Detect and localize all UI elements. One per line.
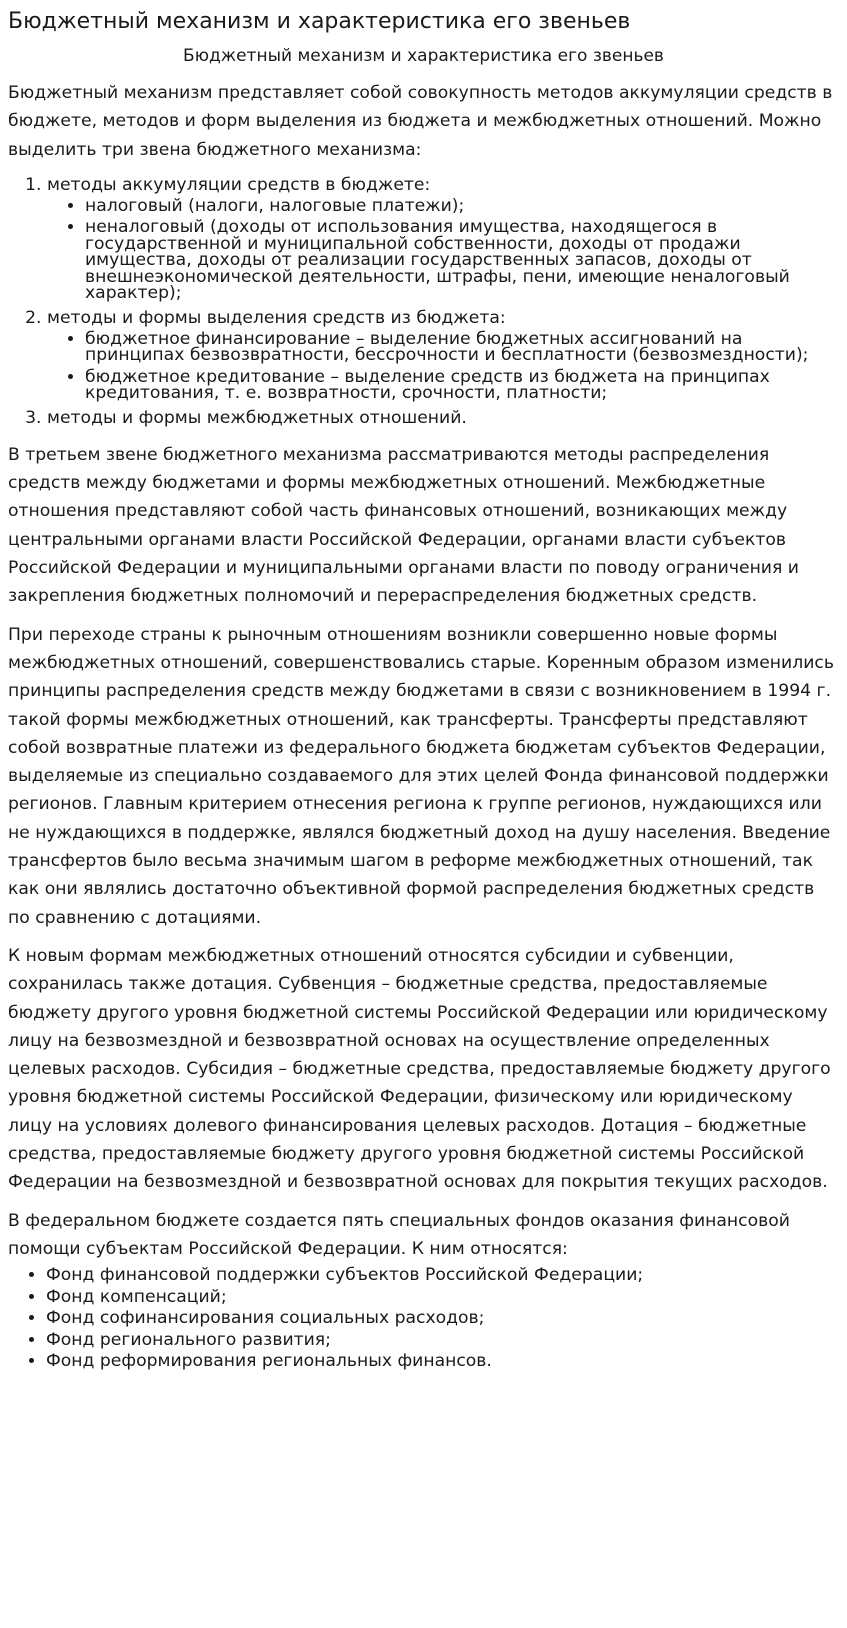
accumulation-methods-list [47, 195, 839, 304]
list-item: • Фонд компенсаций; [46, 1287, 839, 1309]
link-item-interbudget [47, 407, 839, 429]
document-page [0, 9, 847, 1373]
intro-paragraph: Бюджетный механизм представляет собой совокупность методов аккумуляции средств в бюджете, методов и форм выделения из бюджета и межбюджетных отношений. Можно выделить три звена бюджетного механизма: [8, 83, 833, 160]
link-item-label: 2. методы и формы выделения средств из бюджета: [47, 307, 506, 328]
new-forms-paragraph: К новым формам межбюджетных отношений относятся субсидии и субвенции, сохранилась также дотация. Субвенция – бюджетные средства, предоставляемые бюджету другого уровня бюджетной системы Российской Федерации или юридическому лицу на безвозмездной и безвозвратной основах на осуществление определенных целевых расходов. Субсидия – бюджетные средства, предоставляемые бюджету другого уровня бюджетной системы Российской Федерации, физическому или юридическому лицу на условиях долевого финансирования целевых расходов. Дотация – бюджетные средства, предоставляемые бюджету другого уровня бюджетной системы Российской Федерации на безвозмездной и безвозвратной основах для покрытия текущих расходов. [8, 945, 831, 1193]
list-item: • налоговый (налоги, налоговые платежи); [85, 198, 839, 215]
article-heading: Бюджетный механизм и характеристика его звеньев [183, 46, 664, 66]
list-item: • Фонд реформирования региональных финансов. [46, 1351, 839, 1373]
list-item: • Фонд софинансирования социальных расходов; [46, 1308, 839, 1330]
list-item: • неналоговый (доходы от использования имущества, находящегося в государственной и муниципальной собственности, доходы от продажи имущества, доходы от реализации государственных запасов, доходы от внешнеэкономической деятельности, штрафы, пени, имеющие неналоговый характер); [85, 219, 839, 302]
link-item-label: 3. методы и формы межбюджетных отношений. [47, 407, 467, 428]
mechanism-links-list [8, 174, 839, 429]
list-item: • бюджетное кредитование – выделение средств из бюджета на принципах кредитования, т. е. возвратности, срочности, платности; [85, 369, 839, 402]
link-item-label: 1. методы аккумуляции средств в бюджете: [47, 174, 431, 195]
list-item: • Фонд регионального развития; [46, 1330, 839, 1352]
funds-list [8, 1265, 839, 1373]
link-item-allocation [47, 307, 839, 402]
funds-intro-paragraph: В федеральном бюджете создается пять специальных фондов оказания финансовой помощи субъектам Российской Федерации. К ним относятся: [8, 1210, 790, 1259]
transfers-paragraph: При переходе страны к рыночным отношениям возникли совершенно новые формы межбюджетных отношений, совершенствовались старые. Коренным образом изменились принципы распределения средств между бюджетами в связи с возникновением в 1994 г. такой формы межбюджетных отношений, как трансферты. Трансферты представляют собой возвратные платежи из федерального бюджета бюджетам субъектов Федерации, выделяемые из специально создаваемого для этих целей Фонда финансовой поддержки регионов. Главным критерием отнесения региона к группе регионов, нуждающихся или не нуждающихся в поддержке, являлся бюджетный доход на душу населения. Введение трансфертов было весьма значимым шагом в реформе межбюджетных отношений, так как они являлись достаточно объективной формой распределения бюджетных средств по сравнению с дотациями. [8, 624, 834, 928]
third-link-paragraph: В третьем звене бюджетного механизма рассматриваются методы распределения средств между бюджетами и формы межбюджетных отношений. Межбюджетные отношения представляют собой часть финансовых отношений, возникающих между центральными органами власти Российской Федерации, органами власти субъектов Российской Федерации и муниципальными органами власти по поводу ограничения и закрепления бюджетных полномочий и перераспределения бюджетных средств. [8, 444, 799, 607]
list-item: • бюджетное финансирование – выделение бюджетных ассигнований на принципах безвозвратности, бессрочности и бесплатности (безвозмездности); [85, 331, 839, 364]
list-item: • Фонд финансовой поддержки субъектов Российской Федерации; [46, 1265, 839, 1287]
allocation-methods-list [47, 328, 839, 404]
page-title: Бюджетный механизм и характеристика его звеньев [8, 9, 631, 34]
link-item-accumulation [47, 174, 839, 302]
